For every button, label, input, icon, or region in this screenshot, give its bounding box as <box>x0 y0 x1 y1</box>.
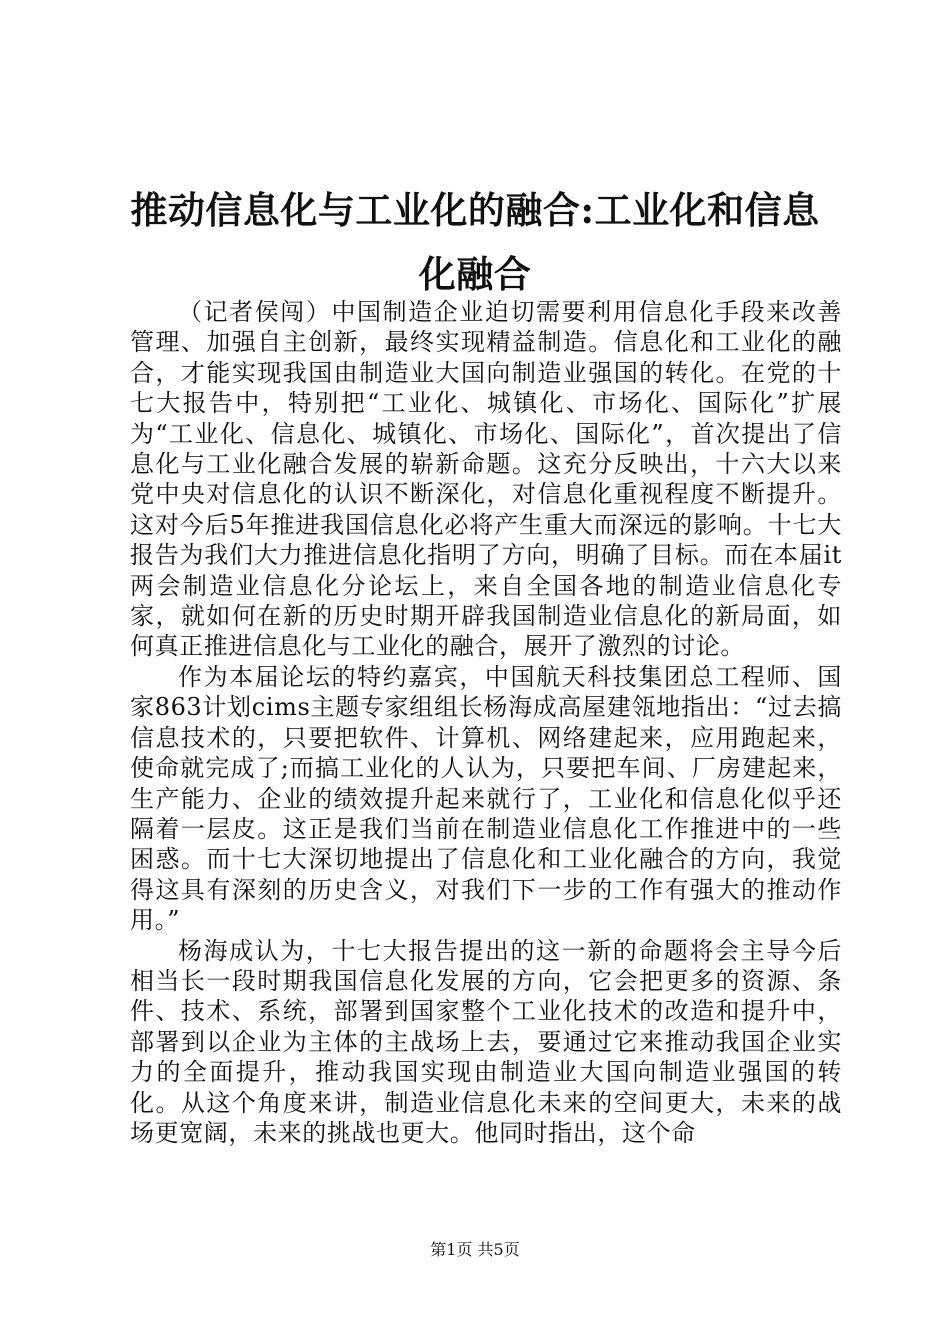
paragraph: 作为本届论坛的特约嘉宾，中国航天科技集团总工程师、国家863计划cims主题专家组组长杨海成高屋建瓴地指出：“过去搞信息技术的，只要把软件、计算机、网络建起来，应用跑起来，使命就完成了;而搞工业化的人认为，只要把车间、厂房建起来，生产能力、企业的绩效提升起来就行了，工业化和信息化似乎还隔着一层皮。这正是我们当前在制造业信息化工作推进中的一些困惑。而十七大深切地提出了信息化和工业化融合的方向，我觉得这具有深刻的历史含义，对我们下一步的工作有强大的推动作用。” <box>130 662 842 935</box>
paragraph: 杨海成认为，十七大报告提出的这一新的命题将会主导今后相当长一段时期我国信息化发展的方向，它会把更多的资源、条件、技术、系统，部署到国家整个工业化技术的改造和提升中，部署到以企业为主体的主战场上去，要通过它来推动我国企业实力的全面提升，推动我国实现由制造业大国向制造业强国的转化。从这个角度来讲，制造业信息化未来的空间更大，未来的战场更宽阔，未来的挑战也更大。他同时指出，这个命 <box>130 936 842 1147</box>
paragraph: （记者侯闯）中国制造企业迫切需要利用信息化手段来改善管理、加强自主创新，最终实现精益制造。信息化和工业化的融合，才能实现我国由制造业大国向制造业强国的转化。在党的十七大报告中，特别把“工业化、城镇化、市场化、国际化”扩展为“工业化、信息化、城镇化、市场化、国际化”，首次提出了信息化与工业化融合发展的崭新命题。这充分反映出，十六大以来党中央对信息化的认识不断深化，对信息化重视程度不断提升。这对今后5年推进我国信息化必将产生重大而深远的影响。十七大报告为我们大力推进信息化指明了方向，明确了目标。而在本届it两会制造业信息化分论坛上，来自全国各地的制造业信息化专家，就如何在新的历史时期开辟我国制造业信息化的新局面，如何真正推进信息化与工业化的融合，展开了激烈的讨论。 <box>130 298 842 661</box>
document-body <box>130 297 842 1148</box>
document-title: 推动信息化与工业化的融合:工业化和信息化融合 <box>130 188 820 296</box>
page-footer: 第1页 共5页 <box>430 1240 520 1259</box>
